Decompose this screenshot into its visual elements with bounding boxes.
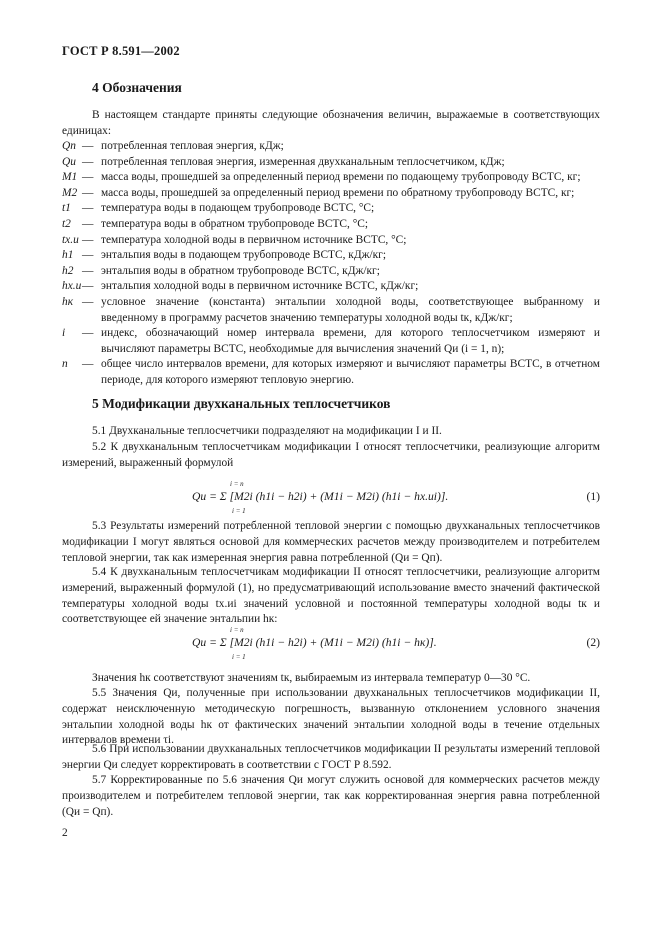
page-number: 2 xyxy=(62,827,68,839)
definition-text: условное значение (константа) энтальпии холодной воды, соответствующее выбранному и введенному в программу расчетов значению температуры холодной воды tк, кДж/кг; xyxy=(101,295,600,324)
definition-row: i — индекс, обозначающий номер интервала времени, для которого теплосчетчиком измеряют и вычисляют параметры ВСТС, необходимые для вычисления значений Qи (i = 1, n); xyxy=(62,326,600,357)
definition-row: t2 — температура воды в обратном трубопроводе ВСТС, °С; xyxy=(62,217,600,233)
definition-row: h1 — энтальпия воды в подающем трубопроводе ВСТС, кДж/кг; xyxy=(62,248,600,264)
definition-row: t1 — температура воды в подающем трубопроводе ВСТС, °С; xyxy=(62,201,600,217)
definition-row: Qи — потребленная тепловая энергия, измеренная двухканальным теплосчетчиком, кДж; xyxy=(62,155,600,171)
definition-symbol: Qп xyxy=(62,140,76,152)
definition-row: hх.и — энтальпия холодной воды в первичном источнике ВСТС, кДж/кг; xyxy=(62,279,600,295)
definition-symbol: h2 xyxy=(62,264,74,277)
paragraph-5-4: 5.4 К двухканальным теплосчетчикам модификации II относят теплосчетчики, реализующие алгоритм измерений, выраженный формулой (1), но предусматривающий использование вместо значений фактической температуры холодной воды tх.иi значений условной и постоянной температуры холодной воды tк и соответствующее ей значение энтальпии hк: xyxy=(62,566,600,626)
definition-row: tх.и — температура холодной воды в первичном источнике ВСТС, °С; xyxy=(62,233,600,249)
document-header: ГОСТ Р 8.591—2002 xyxy=(62,44,180,58)
definition-text: температура холодной воды в первичном источнике ВСТС, °С; xyxy=(101,233,407,246)
sum-upper-limit: i = n xyxy=(230,626,244,634)
sum-lower-limit: i = 1 xyxy=(232,653,246,661)
paragraph-5-6: 5.6 При использовании двухканальных теплосчетчиков модификации II результаты измерений тепловой энергии Qи следует корректировать в соответствии с ГОСТ Р 8.592. xyxy=(62,743,600,771)
equation-2-body: Qи = Σ [M2i (h1i − h2i) + (M1i − M2i) (h1i − hк)]. xyxy=(192,636,437,649)
definition-text: температура воды в обратном трубопроводе ВСТС, °С; xyxy=(101,217,369,230)
definition-text: энтальпия воды в подающем трубопроводе ВСТС, кДж/кг; xyxy=(101,249,387,262)
definition-symbol: M2 xyxy=(62,186,78,199)
definition-text: масса воды, прошедшей за определенный период времени по подающему трубопроводу ВСТС, кг; xyxy=(101,171,581,184)
definition-symbol: hк xyxy=(62,295,74,308)
definition-text: общее число интервалов времени, для которых измеряют и вычисляют параметры ВСТС, в отчетном периоде, для которого измеряют тепловую энергию. xyxy=(101,358,600,386)
sum-upper-limit: i = n xyxy=(230,480,244,488)
equation-1-number: (1) xyxy=(586,490,600,503)
section-4-heading: 4 Обозначения xyxy=(92,80,182,95)
equation-2-number: (2) xyxy=(586,636,600,649)
definition-text: индекс, обозначающий номер интервала времени, для которого теплосчетчиком измеряют и вычисляют параметры ВСТС, необходимые для вычисления значений Qи (i = 1, n); xyxy=(101,327,600,355)
definition-symbol: n xyxy=(62,358,68,371)
definition-text: потребленная тепловая энергия, кДж; xyxy=(101,140,284,152)
definition-symbol: i xyxy=(62,327,66,340)
definition-text: масса воды, прошедшей за определенный период времени по обратному трубопроводу ВСТС, кг; xyxy=(101,186,575,199)
equation-1-body: Qи = Σ [M2i (h1i − h2i) + (M1i − M2i) (h1i − hх.иi)]. xyxy=(192,490,449,503)
sum-lower-limit: i = 1 xyxy=(232,507,246,515)
definition-text: энтальпия холодной воды в первичном источнике ВСТС, кДж/кг; xyxy=(101,280,419,293)
definition-row: M2 — масса воды, прошедшей за определенный период времени по обратному трубопроводу ВСТС, кг; xyxy=(62,186,600,202)
definition-row: h2 — энтальпия воды в обратном трубопроводе ВСТС, кДж/кг; xyxy=(62,264,600,280)
equation-2 xyxy=(62,622,600,672)
paragraph-values: Значения hк соответствуют значениям tк, выбираемым из интервала температур 0—30 °С. xyxy=(92,672,531,684)
definition-symbol: tх.и xyxy=(62,233,79,246)
paragraph-5-7: 5.7 Корректированные по 5.6 значения Qи могут служить основой для коммерческих расчетов между производителем и потребителем тепловой энергии, так как корректированная энергия равна потребленной (Qи = Qп). xyxy=(62,774,600,818)
definition-row: hк — условное значение (константа) энтальпии холодной воды, соответствующее выбранному и введенному в программу расчетов значению температуры холодной воды tк, кДж/кг; xyxy=(62,295,600,326)
definition-text: энтальпия воды в обратном трубопроводе ВСТС, кДж/кг; xyxy=(101,264,380,277)
section-4-intro: В настоящем стандарте приняты следующие обозначения величин, выражаемые в соответствующих единицах: xyxy=(62,109,600,137)
section-5-heading: 5 Модификации двухканальных теплосчетчиков xyxy=(92,396,391,411)
definition-symbol: hх.и xyxy=(62,280,82,293)
definition-symbol: t2 xyxy=(62,217,71,230)
definition-row: Qп — потребленная тепловая энергия, кДж; xyxy=(62,139,600,155)
paragraph-5-5: 5.5 Значения Qи, полученные при использовании двухканальных теплосчетчиков модификации II, содержат неисключенную методическую погрешность, вызванную отклонением условного значения энтальпии холодной воды hк от фактических значений энтальпии холодной воды в течение отдельных интервалов времени τi. xyxy=(62,687,600,747)
paragraph-5-1: 5.1 Двухканальные теплосчетчики подразделяют на модификации I и II. xyxy=(92,425,442,437)
definition-symbol: Qи xyxy=(62,155,76,168)
paragraph-5-3: 5.3 Результаты измерений потребленной тепловой энергии с помощью двухканальных теплосчетчиков модификации I могут являться основой для коммерческих расчетов между производителем и потребителем тепловой энергии, так как измеренная энергия равна потребленной (Qи = Qп). xyxy=(62,520,600,564)
definition-symbol: t1 xyxy=(62,202,71,215)
definition-row: M1 — масса воды, прошедшей за определенный период времени по подающему трубопроводу ВСТС, кг; xyxy=(62,170,600,186)
definitions-list xyxy=(62,139,600,389)
definition-symbol: M1 xyxy=(62,171,78,184)
definition-text: температура воды в подающем трубопроводе ВСТС, °С; xyxy=(101,202,375,215)
definition-symbol: h1 xyxy=(62,249,74,262)
paragraph-5-2: 5.2 К двухканальным теплосчетчикам модификации I относят теплосчетчики, реализующие алгоритм измерений, выраженный формулой xyxy=(62,441,600,469)
definition-text: потребленная тепловая энергия, измеренная двухканальным теплосчетчиком, кДж; xyxy=(101,155,505,168)
definition-row: n — общее число интервалов времени, для которых измеряют и вычисляют параметры ВСТС, в отчетном периоде, для которого измеряют тепловую энергию. xyxy=(62,357,600,388)
